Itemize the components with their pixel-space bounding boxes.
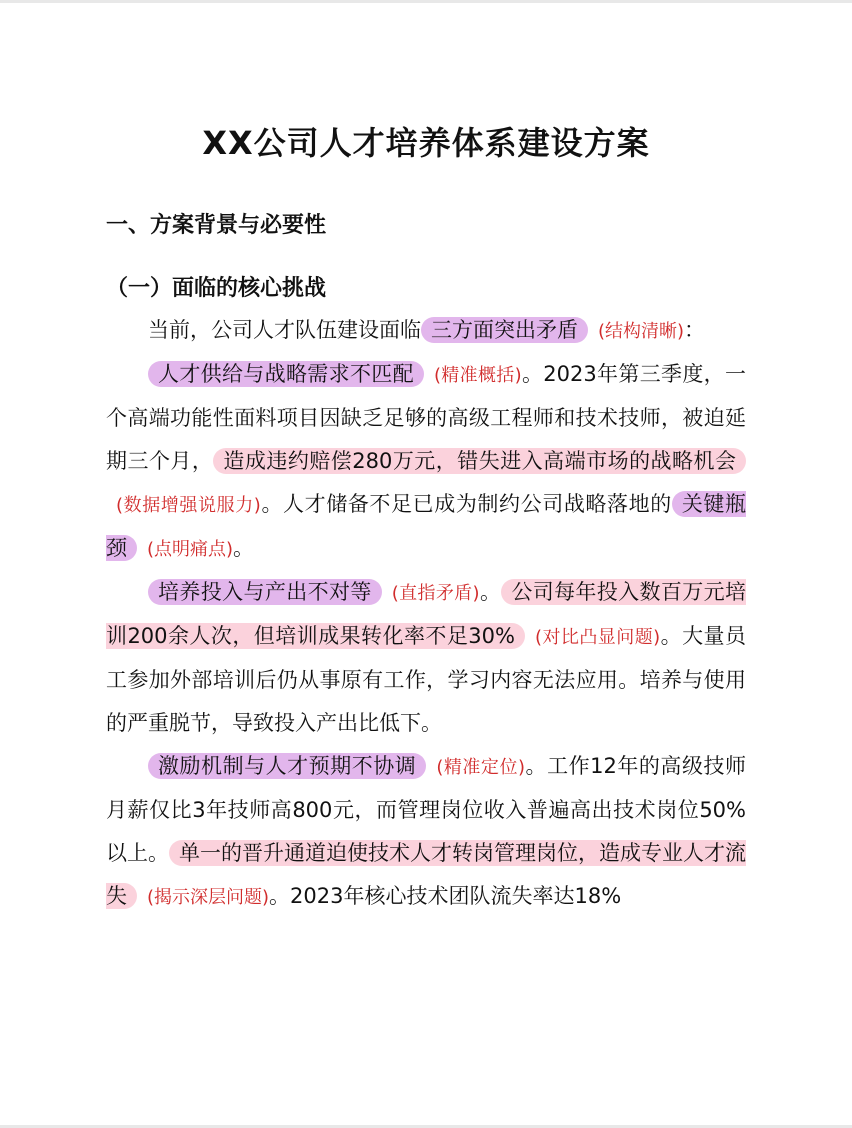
paragraph-training-roi: [106, 571, 746, 745]
annotation-note: (揭示深层问题): [147, 887, 270, 908]
section-heading: 一、方案背景与必要性: [106, 213, 327, 238]
annotation-note: (对比凸显问题): [534, 627, 661, 648]
annotation-note: (结构清晰): [598, 321, 685, 342]
paragraph-talent-supply: [106, 353, 746, 571]
paragraph-text: ：: [684, 318, 706, 342]
highlight-key-phrase: 关键瓶颈: [106, 492, 747, 560]
subsection-heading: （一）面临的核心挑战: [106, 276, 327, 301]
paragraph-text: 。2023年第三季度，一个高端功能性面料项目因缺乏足够的高级工程师和技术技师，被迫延期三个月，: [106, 362, 747, 473]
paragraph-text: 。工作12年的高级技师月薪仅比3年技师高800元，而管理岗位收入普遍高出技术岗位50%以上。: [106, 754, 747, 865]
highlight-evidence: 公司每年投入数百万元培训200余人次，但培训成果转化率不足30%: [106, 580, 747, 648]
paragraph-incentives: [106, 745, 746, 919]
annotation-note: (数据增强说服力): [116, 495, 261, 516]
annotation-note: (精准概括): [433, 365, 522, 386]
paragraph-text: 。: [479, 580, 502, 604]
paragraph-text: 。大量员工参加外部培训后仍从事原有工作，学习内容无法应用。培养与使用的严重脱节，导致投入产出比低下。: [106, 624, 747, 735]
highlight-key-phrase: 三方面突出矛盾: [421, 317, 588, 343]
highlight-key-phrase: 人才供给与战略需求不匹配: [148, 361, 424, 387]
paragraph-intro: [106, 309, 746, 353]
paragraph-text: 。2023年核心技术团队流失率达18%: [269, 884, 622, 908]
highlight-key-phrase: 激励机制与人才预期不协调: [148, 753, 426, 779]
highlight-evidence: 造成违约赔偿280万元，错失进入高端市场的战略机会: [213, 448, 746, 474]
annotation-note: (点明痛点): [147, 539, 234, 560]
annotation-note: (精准定位): [436, 757, 526, 778]
highlight-key-phrase: 培养投入与产出不对等: [148, 579, 382, 605]
paragraph-text: 。人才储备不足已成为制约公司战略落地的: [260, 492, 672, 516]
highlight-evidence: 单一的晋升通道迫使技术人才转岗管理岗位，造成专业人才流失: [106, 841, 746, 908]
document-title: XX公司人才培养体系建设方案: [202, 124, 650, 162]
paragraph-text: 。: [233, 536, 255, 560]
annotation-note: (直指矛盾): [391, 583, 480, 604]
document-body: [106, 309, 746, 919]
paragraph-text: 当前，公司人才队伍建设面临: [148, 318, 421, 342]
